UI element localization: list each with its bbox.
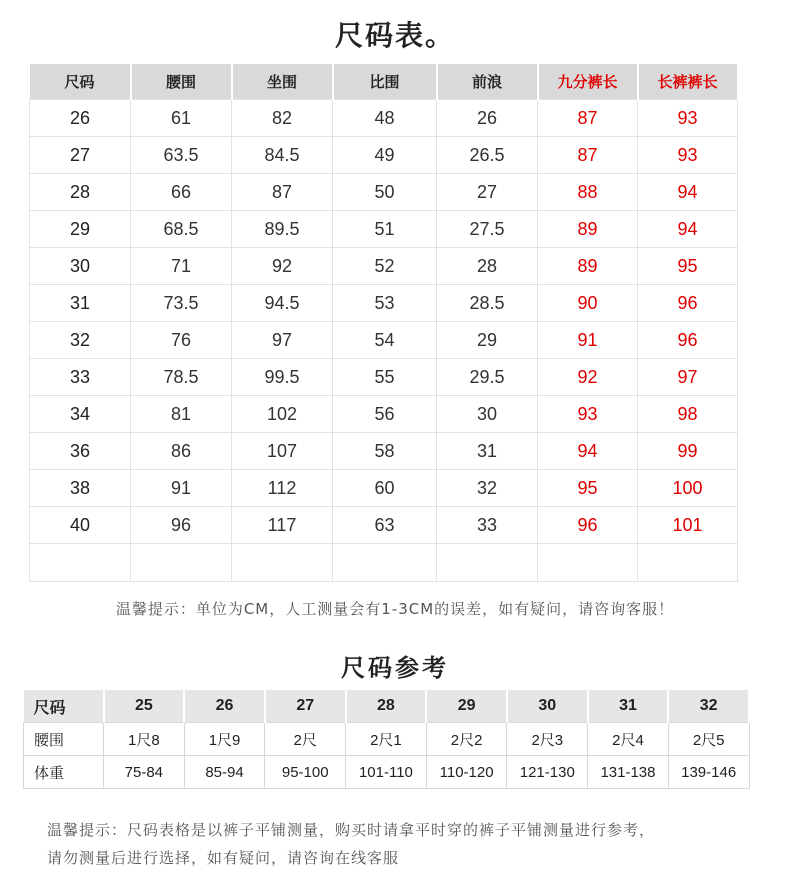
reference-weight-row bbox=[24, 756, 750, 789]
reference-label: 体重 bbox=[24, 756, 104, 789]
table-cell: 91 bbox=[538, 322, 638, 359]
reference-tip bbox=[47, 816, 767, 872]
table-cell: 86 bbox=[131, 433, 232, 470]
size-cell: 30 bbox=[30, 248, 131, 285]
reference-cell: 2尺1 bbox=[346, 723, 427, 756]
size-cell: 36 bbox=[30, 433, 131, 470]
table-cell: 33 bbox=[437, 507, 538, 544]
reference-cell: 139-146 bbox=[668, 756, 749, 789]
size-cell: 38 bbox=[30, 470, 131, 507]
size-cell: 40 bbox=[30, 507, 131, 544]
table-cell: 89.5 bbox=[232, 211, 333, 248]
table-row bbox=[30, 137, 738, 174]
table-row bbox=[30, 359, 738, 396]
table-cell: 88 bbox=[538, 174, 638, 211]
table-cell: 58 bbox=[333, 433, 437, 470]
table-cell: 100 bbox=[638, 470, 738, 507]
table-cell: 27 bbox=[437, 174, 538, 211]
table-cell: 94 bbox=[638, 211, 738, 248]
reference-cell: 28 bbox=[346, 690, 427, 723]
size-cell: 33 bbox=[30, 359, 131, 396]
table-cell: 117 bbox=[232, 507, 333, 544]
reference-tip-line-2: 请勿测量后进行选择，如有疑问，请咨询在线客服 bbox=[47, 849, 400, 867]
table-cell: 63 bbox=[333, 507, 437, 544]
table-cell: 93 bbox=[638, 137, 738, 174]
reference-cell: 25 bbox=[104, 690, 185, 723]
size-cell: 28 bbox=[30, 174, 131, 211]
table-row bbox=[30, 174, 738, 211]
table-cell: 61 bbox=[131, 100, 232, 137]
table-cell: 87 bbox=[538, 100, 638, 137]
reference-cell: 101-110 bbox=[346, 756, 427, 789]
table-cell: 50 bbox=[333, 174, 437, 211]
table-cell: 63.5 bbox=[131, 137, 232, 174]
header-waist: 腰围 bbox=[131, 64, 232, 100]
table-cell: 93 bbox=[538, 396, 638, 433]
reference-size-row bbox=[24, 690, 750, 723]
reference-waist-row bbox=[24, 723, 750, 756]
table-row bbox=[30, 285, 738, 322]
table-cell: 107 bbox=[232, 433, 333, 470]
size-cell: 26 bbox=[30, 100, 131, 137]
table-cell: 53 bbox=[333, 285, 437, 322]
table-cell: 94 bbox=[638, 174, 738, 211]
header-hip: 坐围 bbox=[232, 64, 333, 100]
table-cell: 68.5 bbox=[131, 211, 232, 248]
header-size: 尺码 bbox=[30, 64, 131, 100]
reference-cell: 30 bbox=[507, 690, 588, 723]
table-cell: 90 bbox=[538, 285, 638, 322]
table-cell: 87 bbox=[538, 137, 638, 174]
table-cell: 96 bbox=[131, 507, 232, 544]
table-cell: 102 bbox=[232, 396, 333, 433]
table-cell: 29 bbox=[437, 322, 538, 359]
table-cell: 95 bbox=[638, 248, 738, 285]
table-cell: 94 bbox=[538, 433, 638, 470]
reference-cell: 110-120 bbox=[426, 756, 507, 789]
reference-cell: 85-94 bbox=[184, 756, 265, 789]
table-cell: 28 bbox=[437, 248, 538, 285]
reference-cell: 95-100 bbox=[265, 756, 346, 789]
header-full-length: 长裤裤长 bbox=[638, 64, 738, 100]
reference-cell: 1尺9 bbox=[184, 723, 265, 756]
size-cell: 32 bbox=[30, 322, 131, 359]
reference-cell: 26 bbox=[184, 690, 265, 723]
table-cell: 94.5 bbox=[232, 285, 333, 322]
table-cell: 54 bbox=[333, 322, 437, 359]
empty-row bbox=[30, 544, 738, 582]
header-ninth-length: 九分裤长 bbox=[538, 64, 638, 100]
table-cell: 30 bbox=[437, 396, 538, 433]
table-row bbox=[30, 470, 738, 507]
table-cell: 78.5 bbox=[131, 359, 232, 396]
table-cell: 97 bbox=[638, 359, 738, 396]
table-row bbox=[30, 248, 738, 285]
reference-cell: 75-84 bbox=[104, 756, 185, 789]
page-title: 尺码表。 bbox=[334, 19, 455, 52]
table-cell: 56 bbox=[333, 396, 437, 433]
table-cell: 89 bbox=[538, 211, 638, 248]
size-cell: 34 bbox=[30, 396, 131, 433]
table-cell: 71 bbox=[131, 248, 232, 285]
size-table bbox=[29, 64, 739, 582]
empty-cell bbox=[538, 544, 638, 582]
reference-cell: 2尺4 bbox=[588, 723, 669, 756]
table-cell: 28.5 bbox=[437, 285, 538, 322]
table-cell: 95 bbox=[538, 470, 638, 507]
table-cell: 101 bbox=[638, 507, 738, 544]
reference-label: 腰围 bbox=[24, 723, 104, 756]
size-cell: 27 bbox=[30, 137, 131, 174]
empty-cell bbox=[232, 544, 333, 582]
table-cell: 89 bbox=[538, 248, 638, 285]
empty-cell bbox=[333, 544, 437, 582]
reference-cell: 27 bbox=[265, 690, 346, 723]
size-table-header bbox=[30, 64, 738, 100]
reference-title: 尺码参考 bbox=[341, 654, 449, 682]
table-cell: 26.5 bbox=[437, 137, 538, 174]
reference-tip-line-1: 温馨提示：尺码表格是以裤子平铺测量，购买时请拿平时穿的裤子平铺测量进行参考， bbox=[47, 821, 656, 839]
table-cell: 112 bbox=[232, 470, 333, 507]
table-cell: 81 bbox=[131, 396, 232, 433]
table-row bbox=[30, 507, 738, 544]
table-cell: 51 bbox=[333, 211, 437, 248]
table-cell: 52 bbox=[333, 248, 437, 285]
empty-cell bbox=[638, 544, 738, 582]
empty-cell bbox=[131, 544, 232, 582]
table-cell: 92 bbox=[232, 248, 333, 285]
size-cell: 31 bbox=[30, 285, 131, 322]
table-cell: 93 bbox=[638, 100, 738, 137]
table-row bbox=[30, 433, 738, 470]
table-cell: 48 bbox=[333, 100, 437, 137]
table-cell: 84.5 bbox=[232, 137, 333, 174]
header-thigh: 比围 bbox=[333, 64, 437, 100]
table-cell: 49 bbox=[333, 137, 437, 174]
table-cell: 66 bbox=[131, 174, 232, 211]
table-cell: 99 bbox=[638, 433, 738, 470]
reference-cell: 31 bbox=[588, 690, 669, 723]
table-row bbox=[30, 322, 738, 359]
reference-cell: 131-138 bbox=[588, 756, 669, 789]
table-row bbox=[30, 100, 738, 137]
reference-cell: 2尺5 bbox=[668, 723, 749, 756]
reference-cell: 121-130 bbox=[507, 756, 588, 789]
table-row bbox=[30, 396, 738, 433]
empty-cell bbox=[30, 544, 131, 582]
reference-cell: 32 bbox=[668, 690, 749, 723]
table-cell: 82 bbox=[232, 100, 333, 137]
table-cell: 98 bbox=[638, 396, 738, 433]
table-cell: 96 bbox=[538, 507, 638, 544]
table-cell: 96 bbox=[638, 322, 738, 359]
empty-cell bbox=[437, 544, 538, 582]
reference-cell: 2尺3 bbox=[507, 723, 588, 756]
size-cell: 29 bbox=[30, 211, 131, 248]
table-cell: 31 bbox=[437, 433, 538, 470]
table-cell: 32 bbox=[437, 470, 538, 507]
table-cell: 91 bbox=[131, 470, 232, 507]
table-cell: 73.5 bbox=[131, 285, 232, 322]
measurement-tip: 温馨提示：单位为CM，人工测量会有1-3CM的误差，如有疑问，请咨询客服！ bbox=[115, 600, 675, 618]
table-cell: 55 bbox=[333, 359, 437, 396]
reference-table bbox=[23, 690, 750, 789]
reference-label: 尺码 bbox=[24, 690, 104, 723]
table-cell: 92 bbox=[538, 359, 638, 396]
table-cell: 26 bbox=[437, 100, 538, 137]
reference-cell: 2尺 bbox=[265, 723, 346, 756]
table-cell: 97 bbox=[232, 322, 333, 359]
table-cell: 99.5 bbox=[232, 359, 333, 396]
table-cell: 27.5 bbox=[437, 211, 538, 248]
reference-cell: 2尺2 bbox=[426, 723, 507, 756]
reference-cell: 29 bbox=[426, 690, 507, 723]
table-row bbox=[30, 211, 738, 248]
header-front-rise: 前浪 bbox=[437, 64, 538, 100]
table-cell: 87 bbox=[232, 174, 333, 211]
reference-cell: 1尺8 bbox=[104, 723, 185, 756]
table-cell: 96 bbox=[638, 285, 738, 322]
table-cell: 76 bbox=[131, 322, 232, 359]
table-cell: 60 bbox=[333, 470, 437, 507]
table-cell: 29.5 bbox=[437, 359, 538, 396]
